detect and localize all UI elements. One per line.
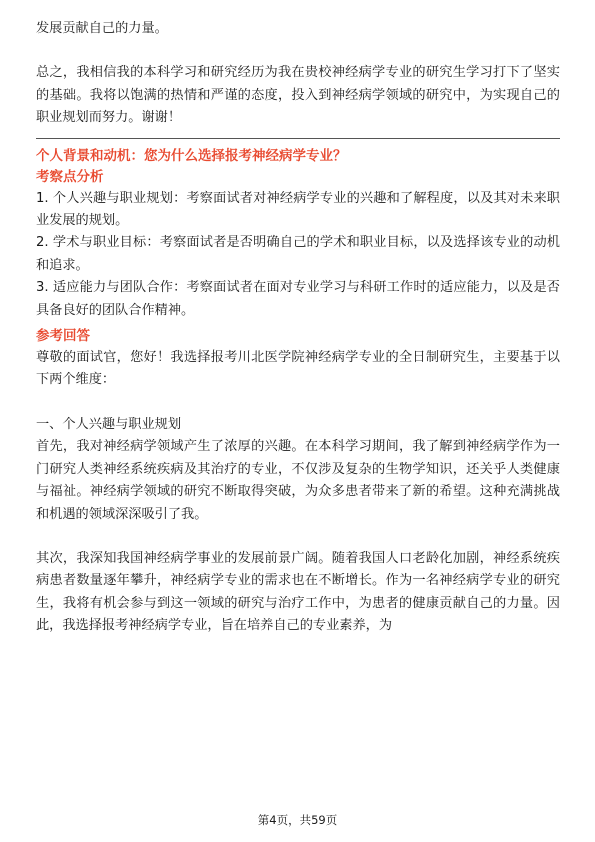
intro-conclusion: 总之，我相信我的本科学习和研究经历为我在贵校神经病学专业的研究生学习打下了坚实的基础。我将以饱满的热情和严谨的态度，投入到神经病学领域的研究中，为实现自己的职业规划而努力。谢谢！ — [36, 65, 560, 126]
answer-greeting: 尊敬的面试官，您好！我选择报考川北医学院神经病学专业的全日制研究生，主要基于以下两个维度： — [36, 350, 560, 388]
analysis-point-3: 3. 适应能力与团队合作：考察面试者在面对专业学习与科研工作时的适应能力，以及是否具备良好的团队合作精神。 — [36, 280, 560, 318]
answer-para-1: 首先，我对神经病学领域产生了浓厚的兴趣。在本科学习期间，我了解到神经病学作为一门研究人类神经系统疾病及其治疗的专业，不仅涉及复杂的生物学知识，还关乎人类健康与福祉。神经病学领域的研究不断取得突破，为众多患者带来了新的希望。这种充满挑战和机遇的领域深深吸引了我。 — [36, 439, 560, 522]
answer-section1-title: 一、个人兴趣与职业规划 — [36, 416, 182, 432]
question-title: 个人背景和动机：您为什么选择报考神经病学专业？ — [36, 147, 347, 164]
analysis-point-2: 2. 学术与职业目标：考察面试者是否明确自己的学术和职业目标，以及选择该专业的动机和追求。 — [36, 235, 560, 273]
page-content — [36, 18, 560, 638]
answer-heading: 参考回答 — [36, 328, 90, 345]
analysis-point-1: 1. 个人兴趣与职业规划：考察面试者对神经病学专业的兴趣和了解程度，以及其对未来职业发展的规划。 — [36, 190, 560, 229]
analysis-heading: 考察点分析 — [36, 168, 104, 185]
intro-continuation: 发展贡献自己的力量。 — [36, 21, 168, 36]
section-divider — [36, 138, 560, 139]
page-number: 第4页，共59页 — [257, 813, 338, 827]
answer-para-2: 其次，我深知我国神经病学事业的发展前景广阔。随着我国人口老龄化加剧，神经系统疾病患者数量逐年攀升，神经病学专业的需求也在不断增长。作为一名神经病学专业的研究生，我将有机会参与到这一领域的研究与治疗工作中，为患者的健康贡献自己的力量。因此，我选择报考神经病学专业，旨在培养自己的专业素养，为 — [36, 550, 560, 634]
